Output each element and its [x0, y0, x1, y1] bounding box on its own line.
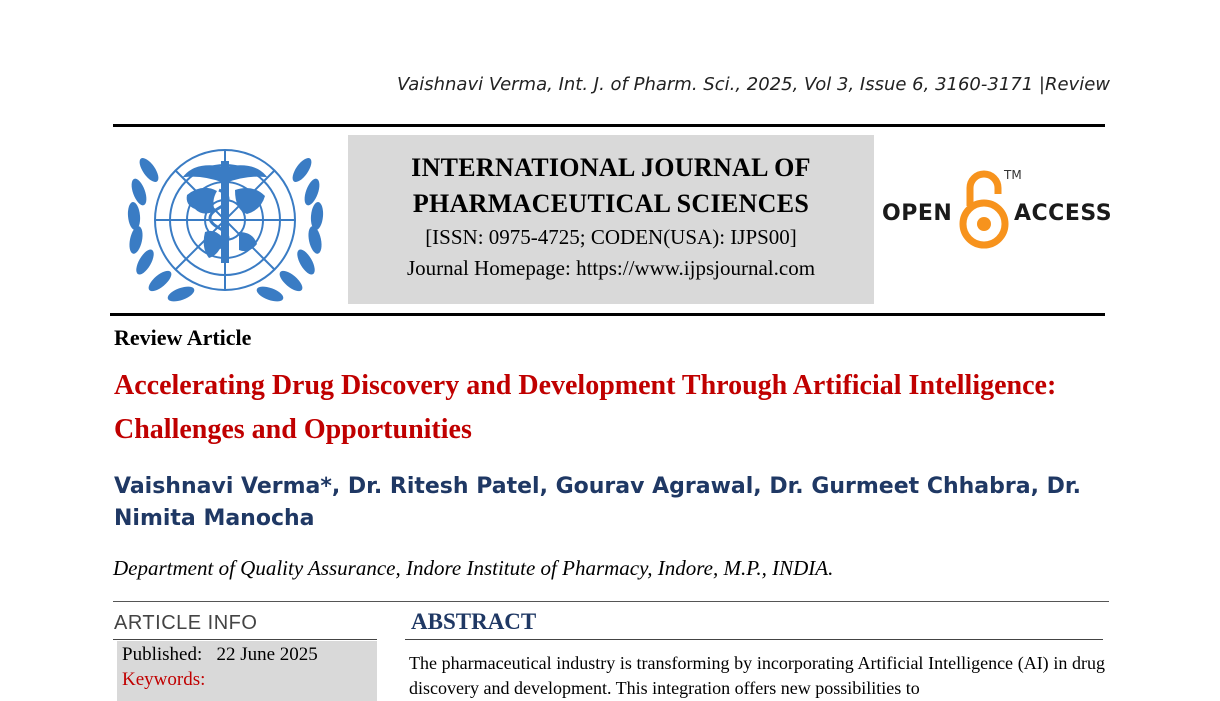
laurel-left	[127, 155, 196, 304]
published-info	[122, 644, 318, 666]
trademark-mark: TM	[1004, 168, 1022, 182]
article-type: Review Article	[114, 325, 252, 350]
journal-issn: [ISSN: 0975-4725; CODEN(USA): IJPS00]	[425, 225, 797, 249]
journal-title-box	[348, 135, 874, 304]
abstract-text: The pharmaceutical industry is transforming by incorporating Artificial Intelligence (AI) in drug discovery and development. This integration offers new possibilities to	[409, 653, 1105, 698]
article-title: Accelerating Drug Discovery and Development Through Artificial Intelligence: Challenges and Opportunities	[114, 370, 1057, 445]
keywords-label: Keywords:	[122, 669, 206, 690]
section-divider	[113, 601, 1109, 602]
open-access-word-access: ACCESS	[1014, 201, 1113, 226]
un-emblem-logo	[127, 140, 324, 305]
abstract-rule	[405, 639, 1103, 640]
published-date: 22 June 2025	[216, 644, 318, 665]
header-rule-top	[113, 124, 1105, 127]
article-info-heading: ARTICLE INFO	[114, 612, 258, 634]
laurel-right	[255, 155, 324, 304]
author-affiliation: Department of Quality Assurance, Indore Institute of Pharmacy, Indore, M.P., INDIA.	[113, 556, 834, 580]
journal-title-line1: INTERNATIONAL JOURNAL OF	[411, 153, 811, 182]
published-label: Published:	[122, 644, 203, 665]
journal-homepage-link[interactable]: Journal Homepage: https://www.ijpsjournal.com	[406, 256, 816, 280]
article-info-rule	[113, 639, 377, 640]
open-access-logo	[880, 166, 1113, 250]
abstract-heading: ABSTRACT	[411, 609, 537, 634]
header-rule-bottom	[110, 313, 1105, 316]
open-access-word-open: OPEN	[882, 201, 953, 226]
citation-header: Vaishnavi Verma, Int. J. of Pharm. Sci., 2025, Vol 3, Issue 6, 3160-3171 |Review	[397, 74, 1110, 95]
author-list: Vaishnavi Verma*, Dr. Ritesh Patel, Gourav Agrawal, Dr. Gurmeet Chhabra, Dr. Nimita Manocha	[114, 474, 1081, 531]
journal-title-line2: PHARMACEUTICAL SCIENCES	[412, 189, 810, 218]
